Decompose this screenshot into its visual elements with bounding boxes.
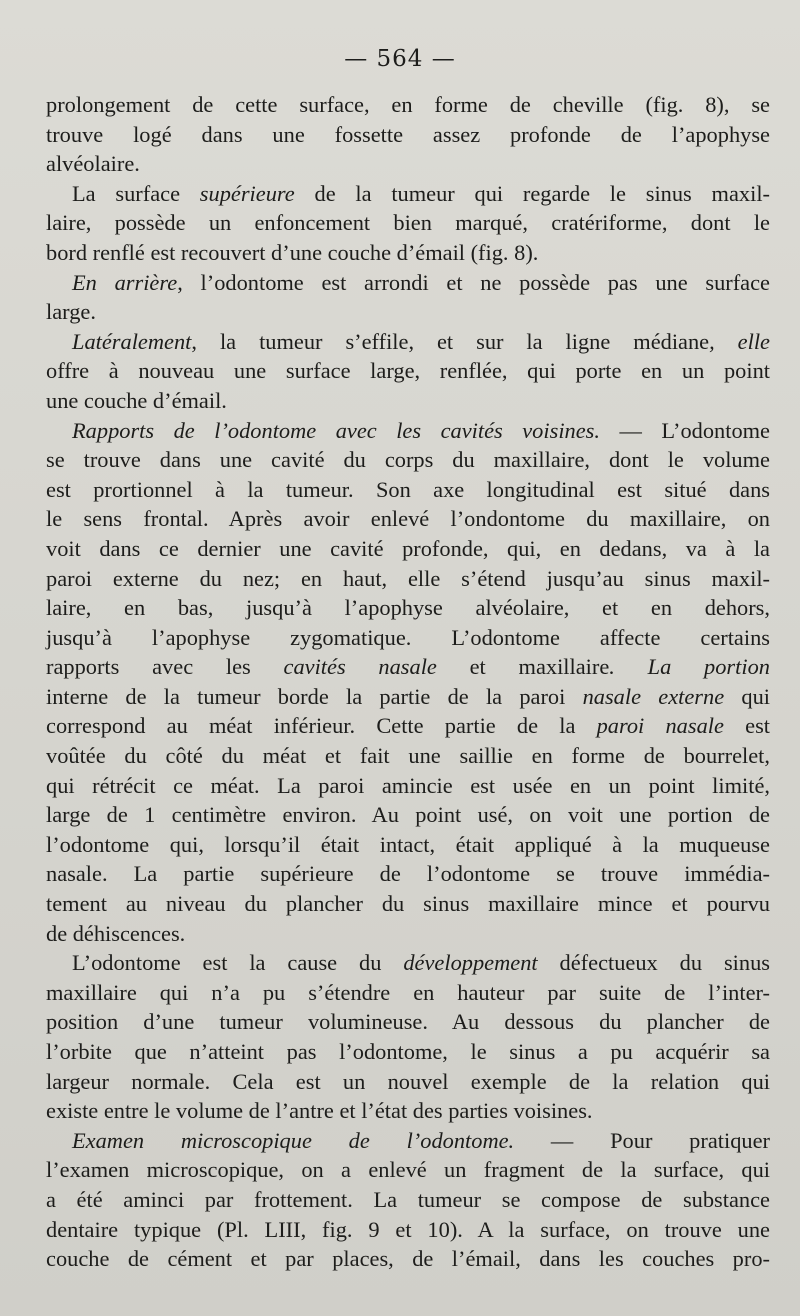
- text-line: l’orbite que n’atteint pas l’odontome, le sinus a pu acquérir sa: [46, 1039, 770, 1064]
- italic-phrase: cavités nasale: [283, 654, 437, 680]
- text-line: laire, possède un enfoncement bien marqué, cratériforme, dont le: [46, 210, 770, 236]
- text-line: l’examen microscopique, on a enlevé un fragment de la surface, qui: [46, 1157, 770, 1183]
- text-line: a été aminci par frottement. La tumeur se compose de substance: [46, 1186, 770, 1212]
- text-line: jusqu’à l’apophyse zygomatique. L’odontome affecte certains: [46, 624, 770, 650]
- text-line: [46, 416, 770, 446]
- text-run: La surface: [72, 180, 200, 206]
- text-line: [46, 948, 770, 978]
- text-line: voûtée du côté du méat et fait une saillie en forme de bourrelet,: [46, 743, 770, 769]
- text-line: maxillaire qui n’a pu s’étendre en hauteur par suite de l’inter-: [46, 979, 770, 1005]
- text-run: qui: [724, 683, 770, 709]
- text-run: interne de la tumeur borde la partie de la paroi: [46, 683, 583, 709]
- text-line: bord renflé est recouvert d’une couche d’émail (fig. 8).: [46, 239, 539, 265]
- text-run: défectueux du sinus: [537, 950, 771, 976]
- text-line: [46, 652, 770, 682]
- text-line: [46, 1126, 770, 1156]
- italic-phrase: , elle: [709, 328, 770, 354]
- text-line: est prortionnel à la tumeur. Son axe longitudinal est situé dans: [46, 476, 770, 502]
- text-run: , la tumeur s’effile, et sur la ligne: [191, 328, 634, 354]
- italic-phrase: développement: [403, 950, 538, 976]
- page-number: — 564 —: [344, 46, 456, 72]
- text-run: — L’odontome: [599, 417, 770, 443]
- text-line: large.: [46, 299, 96, 325]
- body-text: [46, 90, 770, 1274]
- text-run: rapports avec les: [46, 654, 284, 680]
- text-line: [46, 682, 770, 712]
- text-line: large de 1 centimètre environ. Au point usé, on voit une portion de: [46, 802, 770, 828]
- text-line: le sens frontal. Après avoir enlevé l’ondontome du maxillaire, on: [46, 506, 770, 532]
- text-line: qui rétrécit ce méat. La paroi amincie est usée en un point limité,: [46, 772, 770, 798]
- italic-phrase: supérieure: [199, 180, 295, 206]
- text-line: voit dans ce dernier une cavité profonde, qui, en dedans, va à la: [46, 535, 770, 561]
- text-line: prolongement de cette surface, en forme de cheville (fig. 8), se: [46, 92, 770, 117]
- text-line: trouve logé dans une fossette assez profonde de l’apophyse: [46, 121, 770, 147]
- italic-phrase: Examen microscopique de l’odontome.: [72, 1127, 515, 1153]
- italic-phrase: En arrière: [72, 269, 178, 295]
- text-line: offre à nouveau une surface large, renflée, qui porte en un point: [46, 358, 770, 384]
- text-line: largeur normale. Cela est un nouvel exemple de la relation qui: [46, 1068, 770, 1094]
- text-line: [46, 268, 770, 298]
- text-run: correspond au méat inférieur. Cette partie de la: [46, 713, 597, 739]
- text-line: dentaire typique (Pl. LIII, fig. 9 et 10). A la surface, on trouve une: [46, 1216, 770, 1242]
- text-line: paroi externe du nez; en haut, elle s’étend jusqu’au sinus maxil-: [46, 565, 770, 591]
- text-run: est: [723, 713, 770, 739]
- text-line: de déhiscences.: [46, 920, 186, 946]
- text-line: existe entre le volume de l’antre et l’état des parties voisines.: [46, 1098, 593, 1124]
- text-run: et: [436, 654, 519, 680]
- text-line: laire, en bas, jusqu’à l’apophyse alvéolaire, et en dehors,: [46, 595, 770, 621]
- text-line: se trouve dans une cavité du corps du maxillaire, dont le volume: [46, 447, 770, 473]
- text-line: alvéolaire.: [46, 151, 140, 177]
- text-line: tement au niveau du plancher du sinus maxillaire mince et pourvu: [46, 891, 770, 917]
- text-line: position d’une tumeur volumineuse. Au dessous du plancher de: [46, 1009, 770, 1035]
- italic-phrase: nasale externe: [582, 683, 725, 709]
- text-run: — Pour pratiquer: [514, 1127, 770, 1153]
- text-line: [46, 711, 770, 741]
- text-line: [46, 179, 770, 209]
- italic-phrase: paroi nasale: [596, 713, 724, 739]
- text-line: [46, 327, 770, 357]
- italic-phrase: Latéralement: [72, 328, 192, 354]
- text-line: nasale. La partie supérieure de l’odontome se trouve immédia-: [46, 861, 770, 887]
- text-run: , l’odontome est arrondi et ne possède pas une surface: [177, 269, 770, 295]
- text-line: une couche d’émail.: [46, 387, 227, 413]
- text-run: L’odontome est la cause du: [72, 950, 404, 976]
- text-run: maxillaire: [518, 654, 610, 680]
- italic-phrase: Rapports de l’odontome avec les cavités voisines.: [72, 417, 600, 443]
- text-run: de la tumeur qui regarde le sinus maxil-: [294, 180, 770, 206]
- text-line: couche de cément et par places, de l’émail, dans les couches pro-: [46, 1246, 770, 1272]
- italic-phrase: . La portion: [609, 654, 770, 680]
- text-line: l’odontome qui, lorsqu’il était intact, était appliqué à la muqueuse: [46, 831, 770, 857]
- text-run: médiane: [633, 328, 710, 354]
